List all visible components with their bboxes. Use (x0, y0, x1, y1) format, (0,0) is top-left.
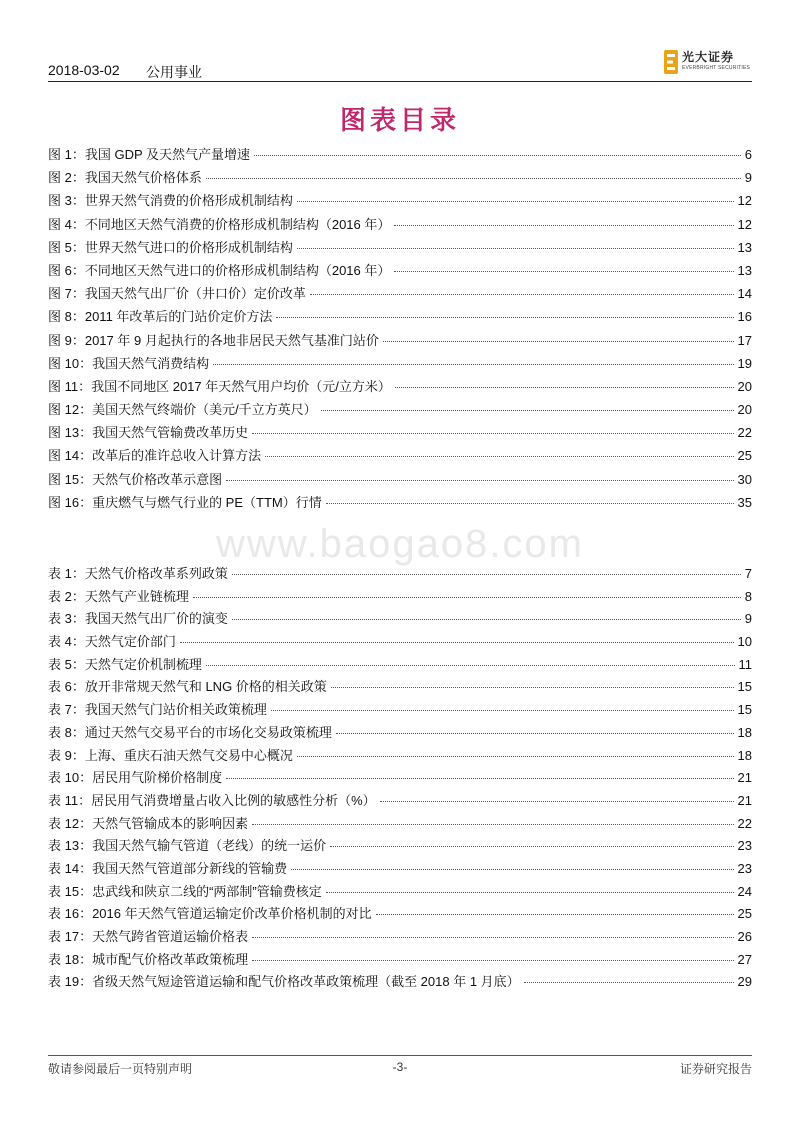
toc-entry-label: 表 4：天然气定价部门 (48, 634, 176, 650)
dot-leader (383, 341, 734, 342)
dot-leader (265, 456, 733, 457)
report-date: 2018-03-02 (48, 62, 120, 78)
figure-toc-entry[interactable] (48, 445, 752, 468)
dot-leader (297, 248, 734, 249)
toc-entry-label: 表 3：我国天然气出厂价的演变 (48, 611, 228, 627)
toc-entry-label: 表 13：我国天然气输气管道（老线）的统一运价 (48, 838, 327, 854)
toc-entry-label: 图 5：世界天然气进口的价格形成机制结构 (48, 239, 293, 255)
toc-entry-label: 表 15：忠武线和陕京二线的“两部制”管输费核定 (48, 883, 322, 899)
table-toc-entry[interactable] (48, 767, 752, 790)
dot-leader (213, 364, 733, 365)
toc-entry-page: 23 (737, 860, 752, 876)
toc-entry-label: 表 18：城市配气价格改革政策梳理 (48, 951, 249, 967)
dot-leader (252, 960, 733, 961)
toc-entry-page: 9 (744, 170, 752, 186)
figure-toc-entry[interactable] (48, 283, 752, 306)
toc-entry-label: 表 10：居民用气阶梯价格制度 (48, 770, 223, 786)
toc-entry-page: 22 (737, 815, 752, 831)
toc-entry-page: 7 (744, 566, 752, 581)
toc-entry-page: 30 (737, 471, 752, 487)
toc-entry-page: 9 (744, 611, 752, 627)
toc-entry-label: 图 7：我国天然气出厂价（井口价）定价改革 (48, 286, 306, 302)
dot-leader (326, 892, 734, 893)
toc-entry-label: 表 16：2016 年天然气管道运输定价改革价格机制的对比 (48, 906, 372, 922)
table-toc-entry[interactable] (48, 722, 752, 745)
dot-leader (380, 801, 734, 802)
toc-entry-page: 26 (737, 929, 752, 944)
figure-toc-entry[interactable] (48, 306, 752, 329)
figure-toc-entry[interactable] (48, 492, 752, 515)
footer-divider (48, 1055, 752, 1056)
figure-toc-entry[interactable] (48, 399, 752, 422)
toc-entry-label: 表 9：上海、重庆石油天然气交易中心概况 (48, 747, 293, 763)
table-toc-entry[interactable] (48, 881, 752, 904)
table-toc-entry[interactable] (48, 813, 752, 836)
table-toc-entry[interactable] (48, 563, 752, 586)
figure-toc-entry[interactable] (48, 260, 752, 283)
dot-leader (206, 178, 741, 179)
header-divider (48, 81, 752, 82)
toc-entry-page: 8 (744, 588, 752, 604)
dot-leader (291, 869, 733, 870)
dot-leader (252, 937, 733, 938)
toc-entry-page: 13 (737, 239, 752, 255)
toc-entry-label: 表 14：我国天然气管道部分新线的管输费 (48, 860, 288, 876)
toc-entry-page: 27 (737, 951, 752, 967)
toc-entry-label: 表 12：天然气管输成本的影响因素 (48, 815, 249, 831)
dot-leader (524, 982, 734, 983)
toc-entry-page: 21 (737, 792, 752, 808)
table-toc-entry[interactable] (48, 835, 752, 858)
everbright-logo (664, 48, 754, 78)
toc-entry-page: 10 (737, 634, 752, 650)
dot-leader (206, 665, 735, 666)
page-title: 图表目录 (339, 106, 460, 136)
dot-leader (193, 597, 741, 598)
figure-toc-entry[interactable] (48, 353, 752, 376)
toc-entry-page: 14 (737, 286, 752, 302)
dot-leader (232, 619, 741, 620)
dot-leader (232, 574, 741, 575)
toc-entry-page: 18 (737, 724, 752, 740)
dot-leader (180, 642, 734, 643)
toc-entry-label: 表 8：通过天然气交易平台的市场化交易政策梳理 (48, 724, 332, 740)
toc-entry-page: 25 (737, 906, 752, 922)
table-toc-entry[interactable] (48, 631, 752, 654)
table-toc-entry[interactable] (48, 654, 752, 677)
table-toc-list (48, 563, 752, 994)
dot-leader (394, 225, 733, 226)
figure-toc-entry[interactable] (48, 190, 752, 213)
toc-entry-page: 19 (737, 355, 752, 371)
toc-entry-page: 11 (738, 656, 752, 672)
dot-leader (252, 433, 733, 434)
toc-entry-page: 20 (737, 402, 752, 418)
toc-entry-page: 13 (737, 262, 752, 278)
toc-entry-page: 22 (737, 425, 752, 441)
figure-toc-entry[interactable] (48, 237, 752, 260)
dot-leader (394, 271, 733, 272)
toc-entry-label: 图 3：世界天然气消费的价格形成机制结构 (48, 193, 293, 209)
toc-entry-label: 表 2：天然气产业链梳理 (48, 588, 189, 604)
toc-entry-page: 21 (737, 770, 752, 786)
figure-toc-entry[interactable] (48, 330, 752, 353)
dot-leader (326, 503, 734, 504)
dot-leader (395, 387, 734, 388)
dot-leader (310, 294, 734, 295)
toc-entry-page: 23 (737, 838, 752, 854)
toc-entry-label: 表 19：省级天然气短途管道运输和配气价格改革政策梳理（截至 2018 年 1 月底） (48, 974, 520, 990)
figure-toc-entry[interactable] (48, 214, 752, 237)
toc-entry-label: 图 1：我国 GDP 及天然气产量增速 (48, 147, 251, 162)
dot-leader (276, 317, 733, 318)
toc-entry-page: 6 (744, 147, 752, 162)
table-toc-entry[interactable] (48, 926, 752, 949)
dot-leader (297, 756, 734, 757)
table-toc-entry[interactable] (48, 790, 752, 813)
dot-leader (254, 155, 741, 156)
toc-entry-label: 图 9：2017 年 9 月起执行的各地非居民天然气基准门站价 (48, 332, 379, 348)
logo-name: 光大证券 (682, 50, 735, 64)
figure-toc-entry[interactable] (48, 422, 752, 445)
figure-toc-entry[interactable] (48, 144, 752, 167)
toc-entry-label: 图 10：我国天然气消费结构 (48, 355, 210, 371)
dot-leader (336, 733, 734, 734)
toc-entry-page: 35 (737, 494, 752, 510)
table-toc-entry[interactable] (48, 949, 752, 972)
table-toc-entry[interactable] (48, 858, 752, 881)
dot-leader (331, 687, 734, 688)
table-toc-entry[interactable] (48, 608, 752, 631)
toc-entry-label: 表 1：天然气价格改革系列政策 (48, 566, 228, 581)
dot-leader (226, 778, 733, 779)
toc-entry-label: 图 8：2011 年改革后的门站价定价方法 (48, 309, 273, 325)
table-toc-entry[interactable] (48, 903, 752, 926)
dot-leader (330, 846, 733, 847)
toc-entry-page: 29 (737, 974, 752, 990)
toc-entry-page: 16 (737, 309, 752, 325)
figure-toc-list (48, 144, 752, 515)
dot-leader (321, 410, 734, 411)
toc-entry-page: 12 (737, 216, 752, 232)
page-number: -3- (392, 1060, 408, 1074)
dot-leader (376, 914, 734, 915)
toc-entry-page: 25 (737, 448, 752, 464)
logo-subtitle: EVERBRIGHT SECURITIES (682, 65, 751, 71)
toc-entry-label: 表 11：居民用气消费增量占收入比例的敏感性分析（%） (48, 792, 376, 808)
toc-entry-label: 图 15：天然气价格改革示意图 (48, 471, 223, 487)
page-header (48, 56, 752, 82)
logo-mark-icon (664, 50, 678, 74)
toc-entry-page: 24 (737, 883, 752, 899)
toc-entry-label: 图 2：我国天然气价格体系 (48, 170, 202, 186)
toc-entry-label: 图 16：重庆燃气与燃气行业的 PE（TTM）行情 (48, 494, 322, 510)
toc-entry-label: 图 11：我国不同地区 2017 年天然气用户均价（元/立方米） (48, 378, 391, 394)
toc-entry-label: 图 14：改革后的准许总收入计算方法 (48, 448, 262, 464)
dot-leader (271, 710, 734, 711)
toc-entry-page: 20 (737, 378, 752, 394)
table-toc-entry[interactable] (48, 699, 752, 722)
table-toc-entry[interactable] (48, 586, 752, 609)
footer-disclaimer: 敬请参阅最后一页特别声明 (48, 1062, 193, 1076)
figure-toc-entry[interactable] (48, 167, 752, 190)
dot-leader (226, 480, 733, 481)
toc-entry-page: 18 (737, 747, 752, 763)
watermark: www.baogao8.com (216, 522, 584, 566)
footer-report-type: 证券研究报告 (679, 1062, 752, 1076)
table-toc-entry[interactable] (48, 971, 752, 994)
toc-entry-page: 12 (737, 193, 752, 209)
toc-entry-label: 表 7：我国天然气门站价相关政策梳理 (48, 702, 267, 718)
toc-entry-page: 15 (737, 702, 752, 718)
toc-entry-label: 图 4：不同地区天然气消费的价格形成机制结构（2016 年） (48, 216, 391, 232)
toc-entry-label: 图 6：不同地区天然气进口的价格形成机制结构（2016 年） (48, 262, 391, 278)
report-sector: 公用事业 (146, 64, 202, 80)
figure-toc-entry[interactable] (48, 376, 752, 399)
table-toc-entry[interactable] (48, 676, 752, 699)
toc-entry-page: 17 (737, 332, 752, 348)
toc-entry-label: 图 12：美国天然气终端价（美元/千立方英尺） (48, 402, 317, 418)
table-toc-entry[interactable] (48, 745, 752, 768)
toc-entry-label: 表 6：放开非常规天然气和 LNG 价格的相关政策 (48, 679, 327, 695)
toc-entry-page: 15 (737, 679, 752, 695)
dot-leader (252, 824, 733, 825)
toc-entry-label: 图 13：我国天然气管输费改革历史 (48, 425, 249, 441)
dot-leader (297, 201, 734, 202)
toc-entry-label: 表 17：天然气跨省管道运输价格表 (48, 929, 249, 944)
toc-entry-label: 表 5：天然气定价机制梳理 (48, 656, 202, 672)
figure-toc-entry[interactable] (48, 469, 752, 492)
